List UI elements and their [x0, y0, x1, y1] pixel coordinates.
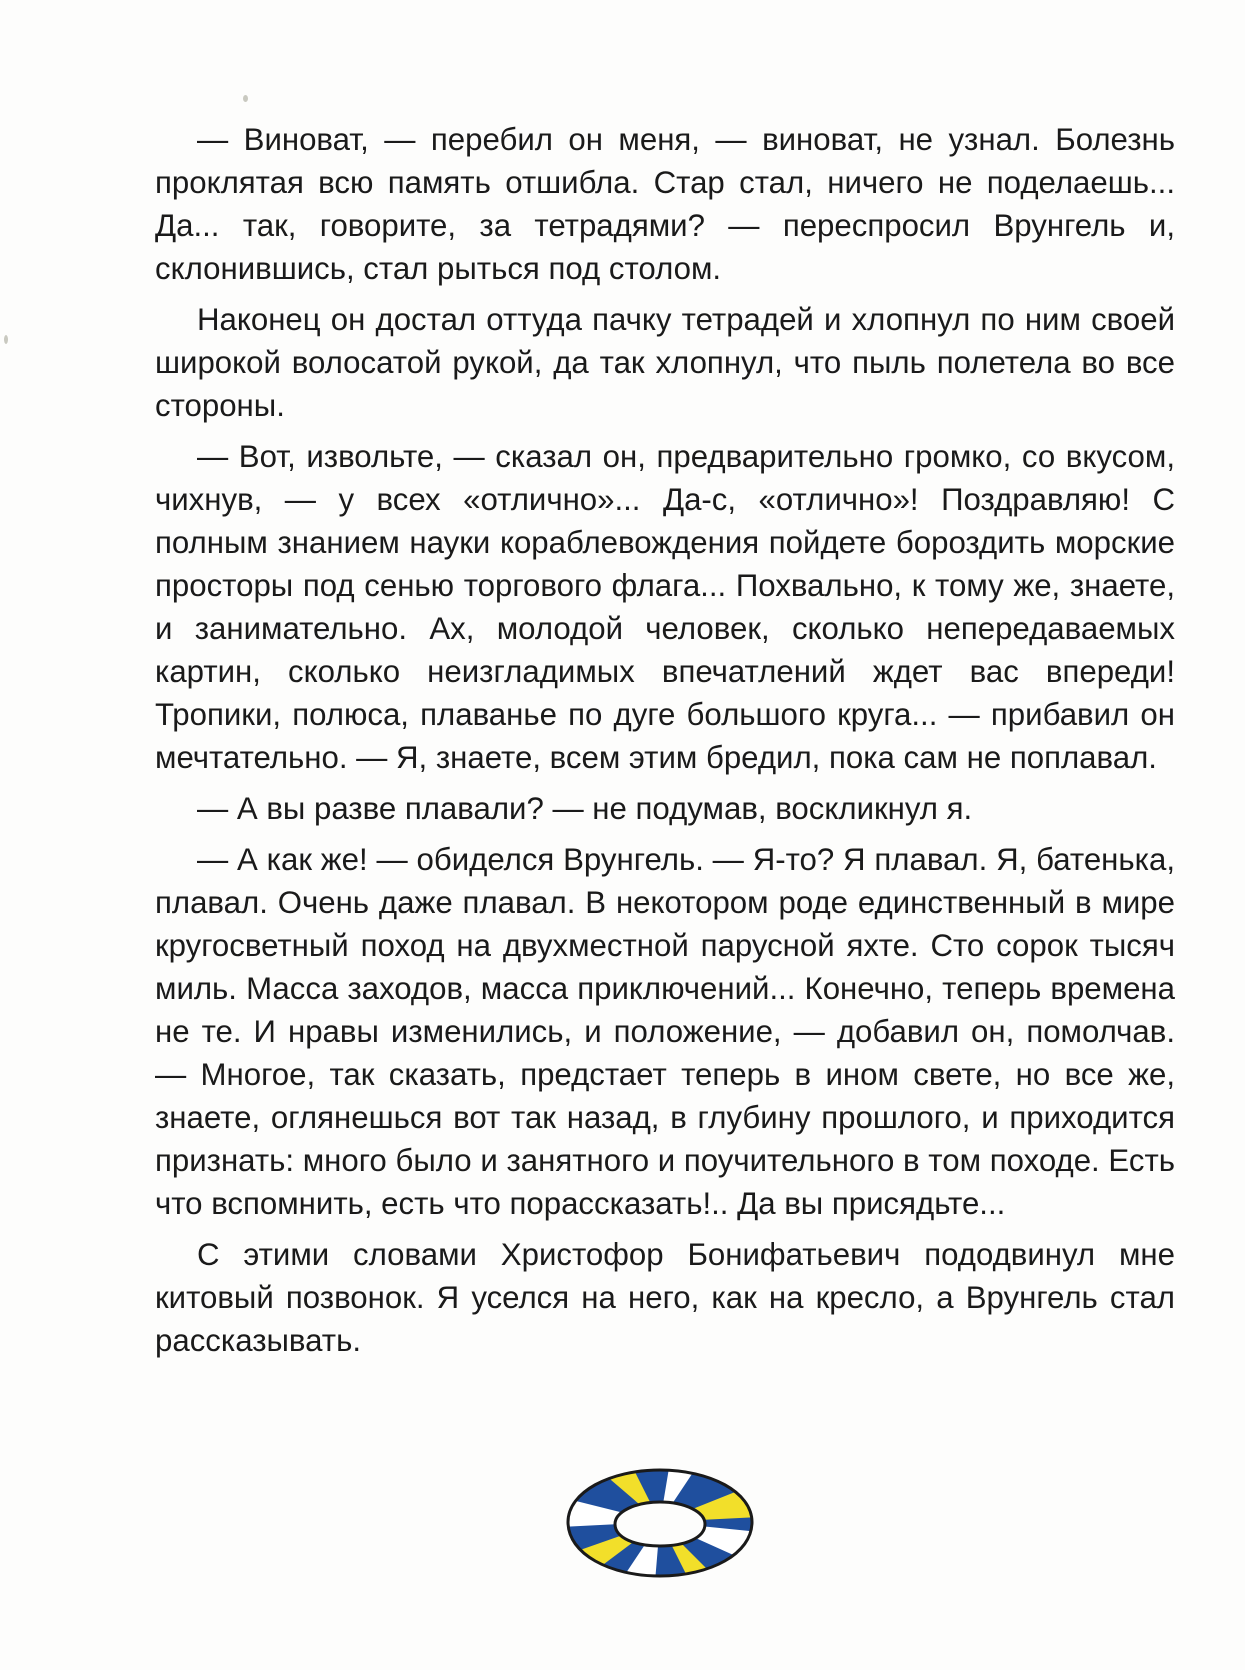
page-speck	[243, 95, 248, 102]
paragraph: С этими словами Христофор Бонифатьевич пододвинул мне китовый позвонок. Я уселся на него, как на кресло, а Врунгель стал рассказывать.	[155, 1237, 1175, 1358]
page-text	[155, 118, 1175, 1362]
paragraph: Наконец он достал оттуда пачку тетрадей и хлопнул по ним своей широкой волосатой рукой, да так хлопнул, что пыль полетела во все стороны.	[155, 302, 1175, 423]
paragraph: — Виноват, — перебил он меня, — виноват, не узнал. Болезнь проклятая всю память отшибла. Стар стал, ничего не поделаешь... Да... так, говорите, за тетрадями? — переспросил Врунгель и, склонившись, стал рыться под столом.	[155, 122, 1175, 286]
paragraph: — Вот, извольте, — сказал он, предварительно громко, со вкусом, чихнув, — у всех «отлично»... Да-с, «отлично»! Поздравляю! С полным знанием науки кораблевождения пойдете бороздить морские просторы под сенью торгового флага... Похвально, к тому же, знаете, и занимательно. Ах, молодой человек, сколько непередаваемых картин, сколько неизгладимых впечатлений ждет вас впереди! Тропики, полюса, плаванье по дуге большого круга... — прибавил он мечтательно. — Я, знаете, всем этим бредил, пока сам не поплавал.	[155, 439, 1175, 775]
paragraph: — А вы разве плавали? — не подумав, воскликнул я.	[197, 791, 973, 826]
paragraph: — А как же! — обиделся Врунгель. — Я-то? Я плавал. Я, батенька, плавал. Очень даже плавал. В некотором роде единственный в мире кругосветный поход на двухместной парусной яхте. Сто сорок тысяч миль. Масса заходов, масса приключений... Конечно, теперь времена не те. И нравы изменились, и положение, — добавил он, помолчав. — Многое, так сказать, предстает теперь в ином свете, но все же, знаете, оглянешься вот так назад, в глубину прошлого, и приходится признать: много было и занятного и поучительного в том походе. Есть что вспомнить, есть что порассказать!.. Да вы присядьте...	[155, 842, 1175, 1221]
page-speck	[4, 335, 8, 344]
lifebuoy-icon	[560, 1462, 760, 1582]
